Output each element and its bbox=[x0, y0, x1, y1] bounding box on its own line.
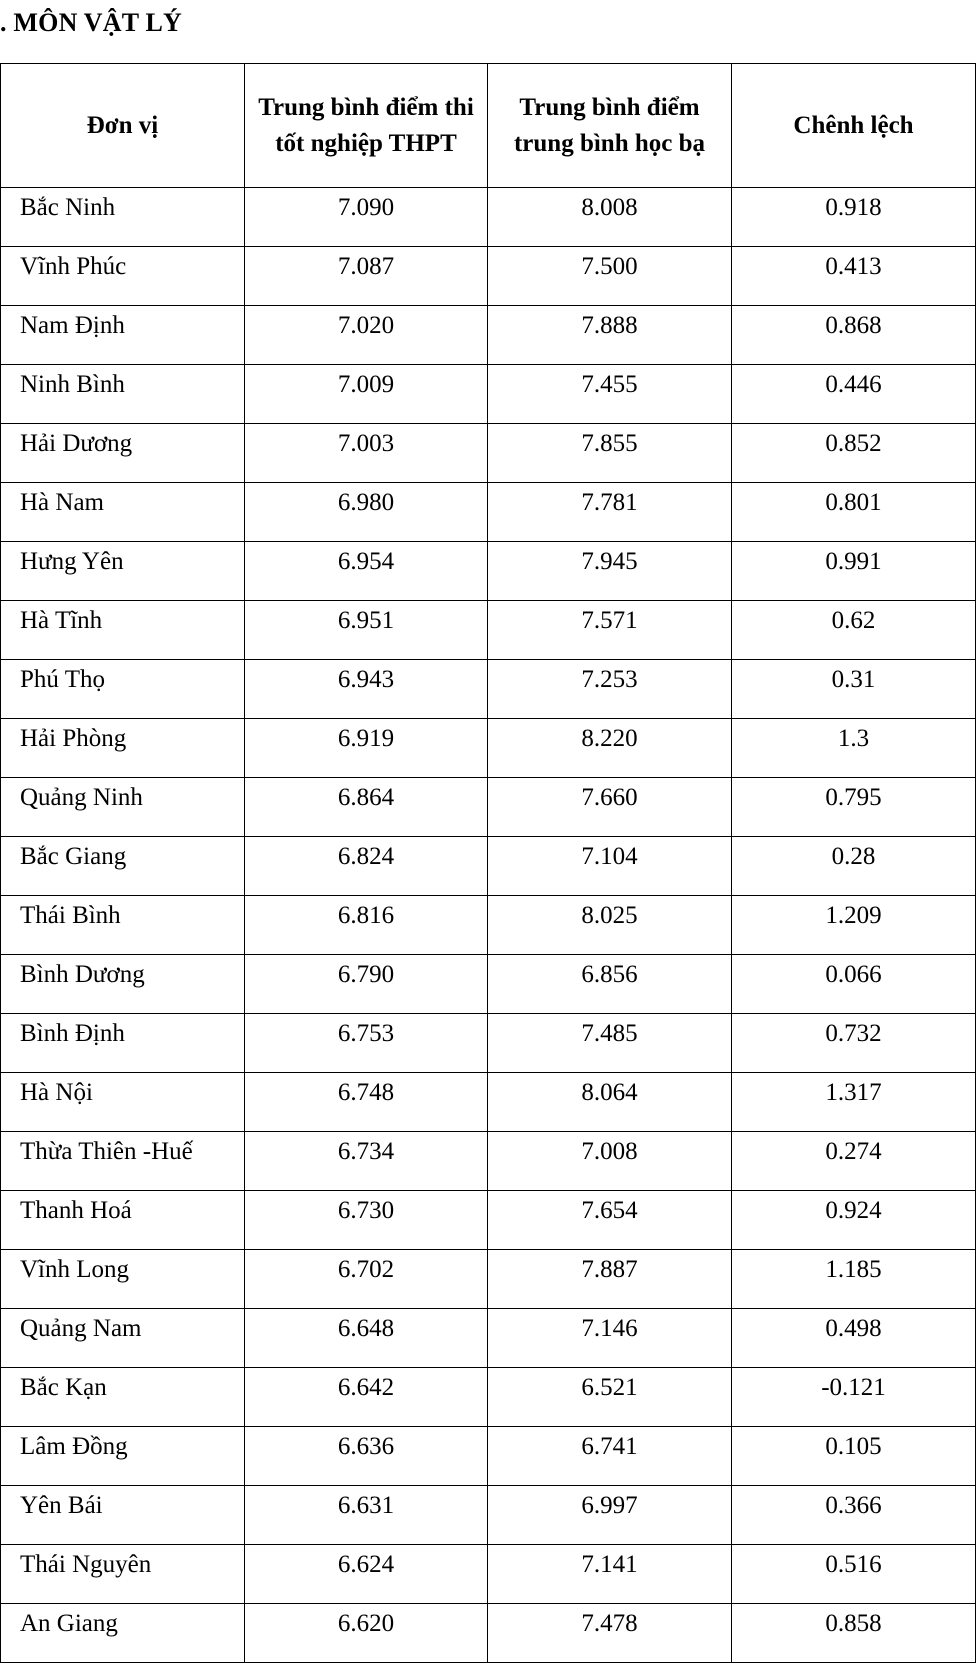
table-row bbox=[1, 601, 976, 660]
cell-transcript-average: 7.571 bbox=[488, 601, 732, 660]
table-row bbox=[1, 483, 976, 542]
cell-transcript-average: 7.485 bbox=[488, 1014, 732, 1073]
cell-exam-average: 6.624 bbox=[245, 1545, 488, 1604]
cell-exam-average: 6.631 bbox=[245, 1486, 488, 1545]
cell-transcript-average: 7.654 bbox=[488, 1191, 732, 1250]
table-row bbox=[1, 660, 976, 719]
cell-exam-average: 6.951 bbox=[245, 601, 488, 660]
cell-unit: Hưng Yên bbox=[1, 542, 245, 601]
cell-exam-average: 6.642 bbox=[245, 1368, 488, 1427]
header-unit: Đơn vị bbox=[1, 64, 245, 188]
cell-unit: Thái Nguyên bbox=[1, 1545, 245, 1604]
cell-difference: 0.858 bbox=[732, 1604, 976, 1663]
table-row bbox=[1, 247, 976, 306]
cell-exam-average: 6.648 bbox=[245, 1309, 488, 1368]
table-row bbox=[1, 1073, 976, 1132]
cell-transcript-average: 6.997 bbox=[488, 1486, 732, 1545]
cell-unit: Ninh Bình bbox=[1, 365, 245, 424]
cell-transcript-average: 7.253 bbox=[488, 660, 732, 719]
cell-unit: Hải Dương bbox=[1, 424, 245, 483]
cell-difference: 0.105 bbox=[732, 1427, 976, 1486]
cell-difference: 0.924 bbox=[732, 1191, 976, 1250]
cell-difference: 1.3 bbox=[732, 719, 976, 778]
cell-exam-average: 6.748 bbox=[245, 1073, 488, 1132]
cell-transcript-average: 7.945 bbox=[488, 542, 732, 601]
cell-difference: 0.274 bbox=[732, 1132, 976, 1191]
cell-exam-average: 7.003 bbox=[245, 424, 488, 483]
cell-exam-average: 7.090 bbox=[245, 188, 488, 247]
cell-exam-average: 6.919 bbox=[245, 719, 488, 778]
table-row bbox=[1, 955, 976, 1014]
table-row bbox=[1, 1604, 976, 1663]
cell-transcript-average: 7.888 bbox=[488, 306, 732, 365]
table-row bbox=[1, 1309, 976, 1368]
cell-difference: 0.516 bbox=[732, 1545, 976, 1604]
cell-unit: Lâm Đồng bbox=[1, 1427, 245, 1486]
cell-exam-average: 6.636 bbox=[245, 1427, 488, 1486]
cell-transcript-average: 7.146 bbox=[488, 1309, 732, 1368]
table-row bbox=[1, 1486, 976, 1545]
cell-unit: Hà Tĩnh bbox=[1, 601, 245, 660]
table-body bbox=[1, 188, 976, 1663]
cell-transcript-average: 8.008 bbox=[488, 188, 732, 247]
cell-difference: 0.28 bbox=[732, 837, 976, 896]
cell-transcript-average: 7.141 bbox=[488, 1545, 732, 1604]
cell-difference: 0.498 bbox=[732, 1309, 976, 1368]
table-row bbox=[1, 1250, 976, 1309]
table-row bbox=[1, 1545, 976, 1604]
cell-difference: 0.918 bbox=[732, 188, 976, 247]
cell-unit: Yên Bái bbox=[1, 1486, 245, 1545]
table-row bbox=[1, 896, 976, 955]
header-difference: Chênh lệch bbox=[732, 64, 976, 188]
cell-transcript-average: 7.478 bbox=[488, 1604, 732, 1663]
cell-unit: Bắc Ninh bbox=[1, 188, 245, 247]
cell-unit: Vĩnh Long bbox=[1, 1250, 245, 1309]
cell-exam-average: 6.702 bbox=[245, 1250, 488, 1309]
cell-unit: Quảng Nam bbox=[1, 1309, 245, 1368]
header-exam-average: Trung bình điểm thi tốt nghiệp THPT bbox=[245, 64, 488, 188]
cell-transcript-average: 7.855 bbox=[488, 424, 732, 483]
cell-unit: Nam Định bbox=[1, 306, 245, 365]
table-row bbox=[1, 837, 976, 896]
cell-transcript-average: 7.887 bbox=[488, 1250, 732, 1309]
cell-transcript-average: 7.500 bbox=[488, 247, 732, 306]
cell-transcript-average: 7.104 bbox=[488, 837, 732, 896]
cell-unit: Thừa Thiên -Huế bbox=[1, 1132, 245, 1191]
cell-exam-average: 7.087 bbox=[245, 247, 488, 306]
cell-exam-average: 6.790 bbox=[245, 955, 488, 1014]
cell-difference: 0.795 bbox=[732, 778, 976, 837]
cell-unit: Bình Định bbox=[1, 1014, 245, 1073]
cell-difference: 0.732 bbox=[732, 1014, 976, 1073]
cell-unit: Thanh Hoá bbox=[1, 1191, 245, 1250]
cell-exam-average: 6.864 bbox=[245, 778, 488, 837]
cell-transcript-average: 6.856 bbox=[488, 955, 732, 1014]
cell-unit: Quảng Ninh bbox=[1, 778, 245, 837]
cell-unit: Hải Phòng bbox=[1, 719, 245, 778]
table-row bbox=[1, 1427, 976, 1486]
table-header-row bbox=[1, 64, 976, 188]
cell-transcript-average: 8.220 bbox=[488, 719, 732, 778]
cell-difference: 0.413 bbox=[732, 247, 976, 306]
cell-exam-average: 7.009 bbox=[245, 365, 488, 424]
header-transcript-average: Trung bình điểm trung bình học bạ bbox=[488, 64, 732, 188]
cell-difference: 0.801 bbox=[732, 483, 976, 542]
cell-exam-average: 6.753 bbox=[245, 1014, 488, 1073]
cell-exam-average: 6.824 bbox=[245, 837, 488, 896]
cell-difference: 0.852 bbox=[732, 424, 976, 483]
cell-difference: 0.446 bbox=[732, 365, 976, 424]
cell-exam-average: 6.980 bbox=[245, 483, 488, 542]
table-row bbox=[1, 1014, 976, 1073]
physics-scores-table bbox=[0, 63, 976, 1663]
cell-transcript-average: 7.660 bbox=[488, 778, 732, 837]
cell-exam-average: 6.954 bbox=[245, 542, 488, 601]
cell-difference: 1.317 bbox=[732, 1073, 976, 1132]
cell-exam-average: 6.734 bbox=[245, 1132, 488, 1191]
cell-difference: 1.185 bbox=[732, 1250, 976, 1309]
cell-transcript-average: 8.064 bbox=[488, 1073, 732, 1132]
table-row bbox=[1, 1191, 976, 1250]
table-row bbox=[1, 306, 976, 365]
section-title: . MÔN VẬT LÝ bbox=[0, 8, 183, 37]
cell-difference: -0.121 bbox=[732, 1368, 976, 1427]
table-row bbox=[1, 1368, 976, 1427]
cell-unit: Vĩnh Phúc bbox=[1, 247, 245, 306]
cell-transcript-average: 7.781 bbox=[488, 483, 732, 542]
cell-unit: Phú Thọ bbox=[1, 660, 245, 719]
cell-unit: Thái Bình bbox=[1, 896, 245, 955]
cell-difference: 0.31 bbox=[732, 660, 976, 719]
cell-transcript-average: 7.455 bbox=[488, 365, 732, 424]
cell-unit: Bắc Kạn bbox=[1, 1368, 245, 1427]
table-row bbox=[1, 188, 976, 247]
cell-unit: Hà Nội bbox=[1, 1073, 245, 1132]
cell-difference: 1.209 bbox=[732, 896, 976, 955]
cell-unit: Bắc Giang bbox=[1, 837, 245, 896]
cell-unit: Hà Nam bbox=[1, 483, 245, 542]
cell-exam-average: 6.620 bbox=[245, 1604, 488, 1663]
cell-exam-average: 7.020 bbox=[245, 306, 488, 365]
cell-unit: Bình Dương bbox=[1, 955, 245, 1014]
table-row bbox=[1, 778, 976, 837]
cell-transcript-average: 6.521 bbox=[488, 1368, 732, 1427]
table-row bbox=[1, 424, 976, 483]
cell-unit: An Giang bbox=[1, 1604, 245, 1663]
cell-transcript-average: 6.741 bbox=[488, 1427, 732, 1486]
cell-exam-average: 6.730 bbox=[245, 1191, 488, 1250]
table-row bbox=[1, 365, 976, 424]
table-row bbox=[1, 719, 976, 778]
cell-transcript-average: 7.008 bbox=[488, 1132, 732, 1191]
cell-exam-average: 6.943 bbox=[245, 660, 488, 719]
cell-difference: 0.066 bbox=[732, 955, 976, 1014]
cell-difference: 0.991 bbox=[732, 542, 976, 601]
cell-transcript-average: 8.025 bbox=[488, 896, 732, 955]
cell-difference: 0.62 bbox=[732, 601, 976, 660]
cell-exam-average: 6.816 bbox=[245, 896, 488, 955]
cell-difference: 0.868 bbox=[732, 306, 976, 365]
table-row bbox=[1, 542, 976, 601]
table-row bbox=[1, 1132, 976, 1191]
cell-difference: 0.366 bbox=[732, 1486, 976, 1545]
